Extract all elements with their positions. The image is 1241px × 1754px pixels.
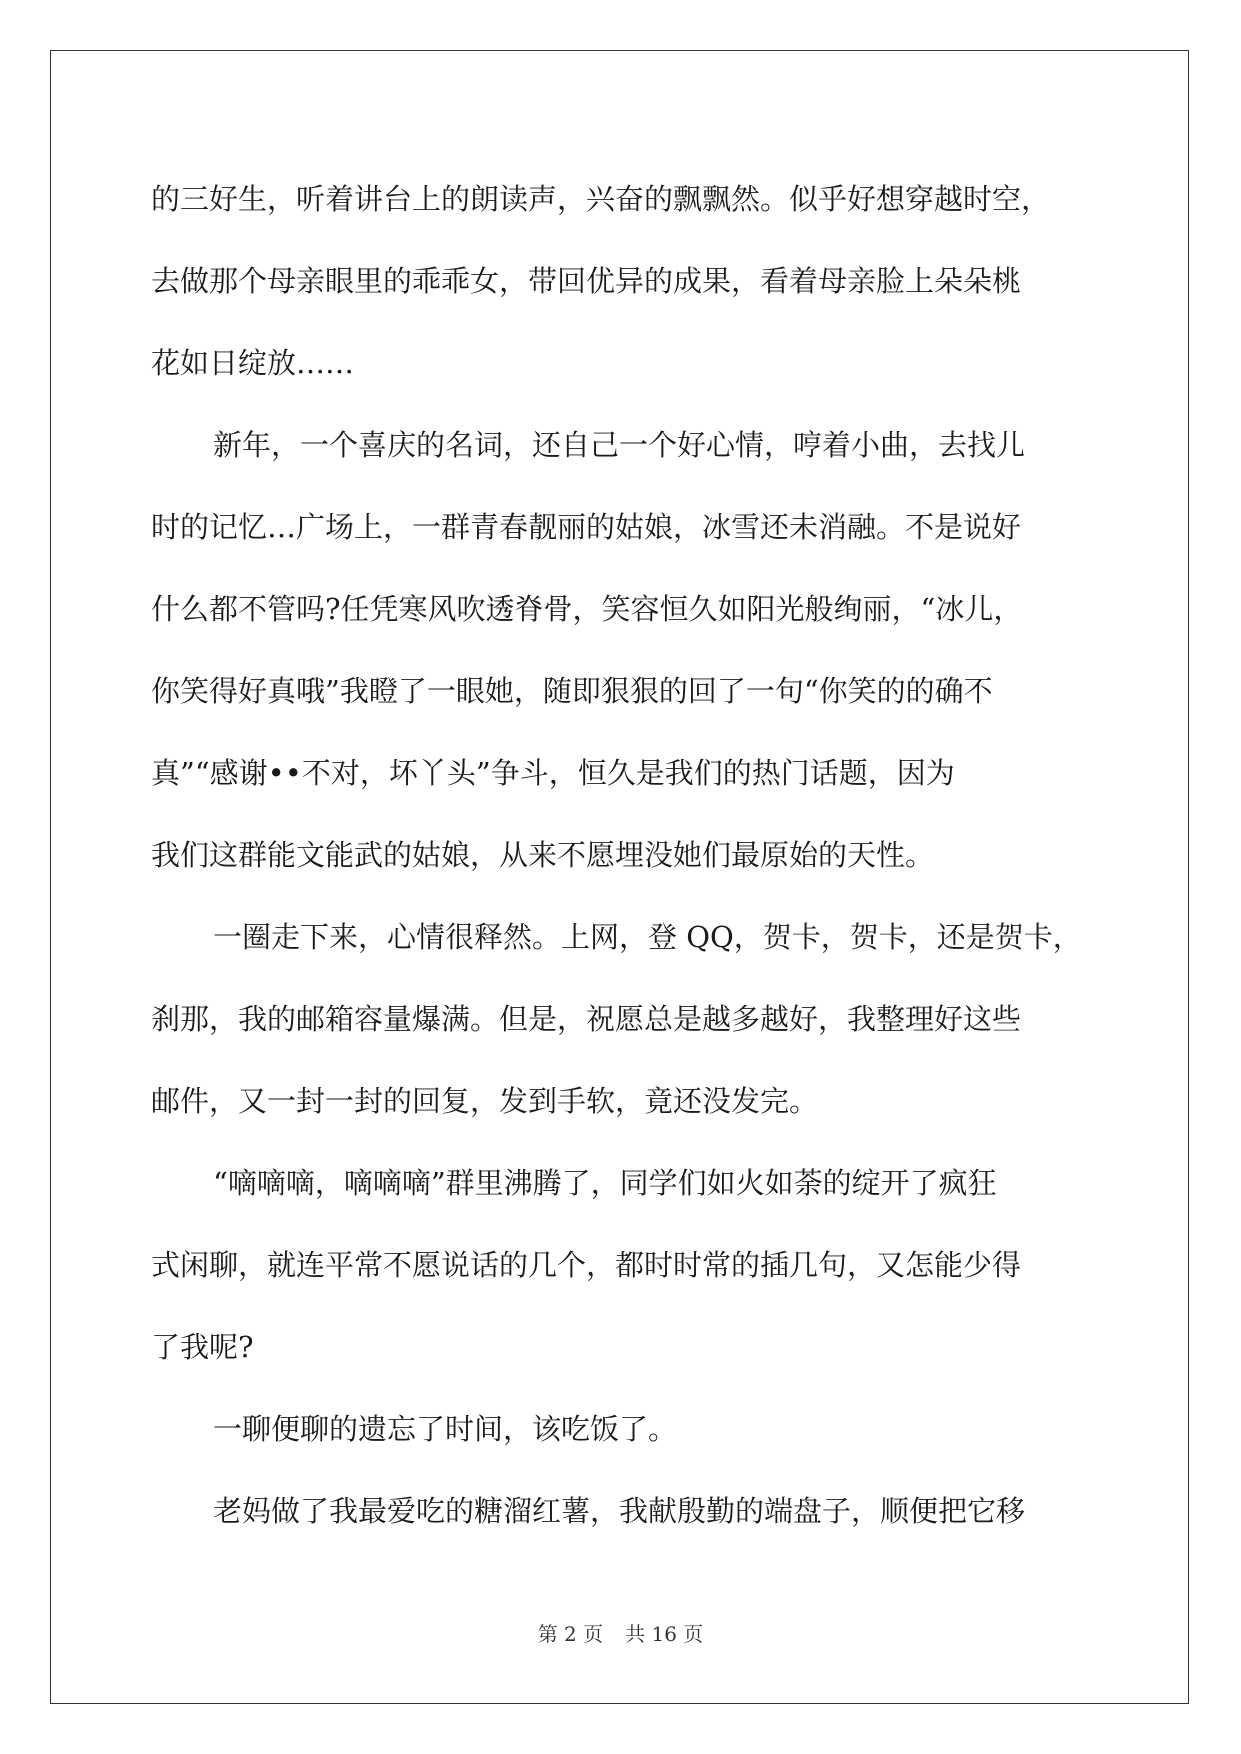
paragraph-3 (151, 896, 1091, 1142)
text-line: 的三好生，听着讲台上的朗读声，兴奋的飘飘然。似乎好想穿越时空， (151, 182, 1051, 216)
page-footer (0, 1618, 1241, 1647)
text-line: 你笑得好真哦”我瞪了一眼她，随即狠狠的回了一句“你笑的的确不 (151, 674, 993, 708)
text-line: 邮件，又一封一封的回复，发到手软，竟还没发完。 (151, 1084, 819, 1118)
text-line: 了我呢? (151, 1330, 254, 1364)
text-line: 式闲聊，就连平常不愿说话的几个，都时时常的插几句，又怎能少得 (151, 1248, 1022, 1282)
document-body (151, 158, 1091, 1552)
text-line: “嘀嘀嘀，嘀嘀嘀”群里沸腾了，同学们如火如荼的绽开了疯狂 (213, 1166, 997, 1200)
page-number: 第 2 页 (537, 1622, 604, 1646)
text-line: 什么都不管吗?任凭寒风吹透脊骨，笑容恒久如阳光般绚丽，“冰儿， (151, 592, 1023, 626)
text-line: 一聊便聊的遗忘了时间，该吃饭了。 (213, 1412, 678, 1446)
text-line: 刹那，我的邮箱容量爆满。但是，祝愿总是越多越好，我整理好这些 (151, 1002, 1022, 1036)
text-line: 老妈做了我最爱吃的糖溜红薯，我献殷勤的端盘子，顺便把它移 (213, 1494, 1026, 1528)
text-line: 真”“感谢••不对，坏丫头”争斗，恒久是我们的热门话题，因为 (151, 756, 955, 790)
paragraph-5 (151, 1388, 1091, 1470)
text-line: 花如日绽放…… (151, 346, 355, 380)
text-line: 新年，一个喜庆的名词，还自己一个好心情，哼着小曲，去找儿 (213, 428, 1026, 462)
paragraph-1 (151, 158, 1091, 404)
text-line: 一圈走下来，心情很释然。上网，登 QQ，贺卡，贺卡，还是贺卡， (213, 920, 1082, 954)
text-line: 时的记忆…广场上，一群青春靓丽的姑娘，冰雪还未消融。不是说好 (151, 510, 1022, 544)
text-line: 我们这群能文能武的姑娘，从来不愿埋没她们最原始的天性。 (151, 838, 935, 872)
paragraph-6 (151, 1470, 1091, 1552)
page-total: 共 16 页 (625, 1622, 704, 1646)
text-line: 去做那个母亲眼里的乖乖女，带回优异的成果，看着母亲脸上朵朵桃 (151, 264, 1022, 298)
paragraph-4 (151, 1142, 1091, 1388)
paragraph-2 (151, 404, 1091, 896)
